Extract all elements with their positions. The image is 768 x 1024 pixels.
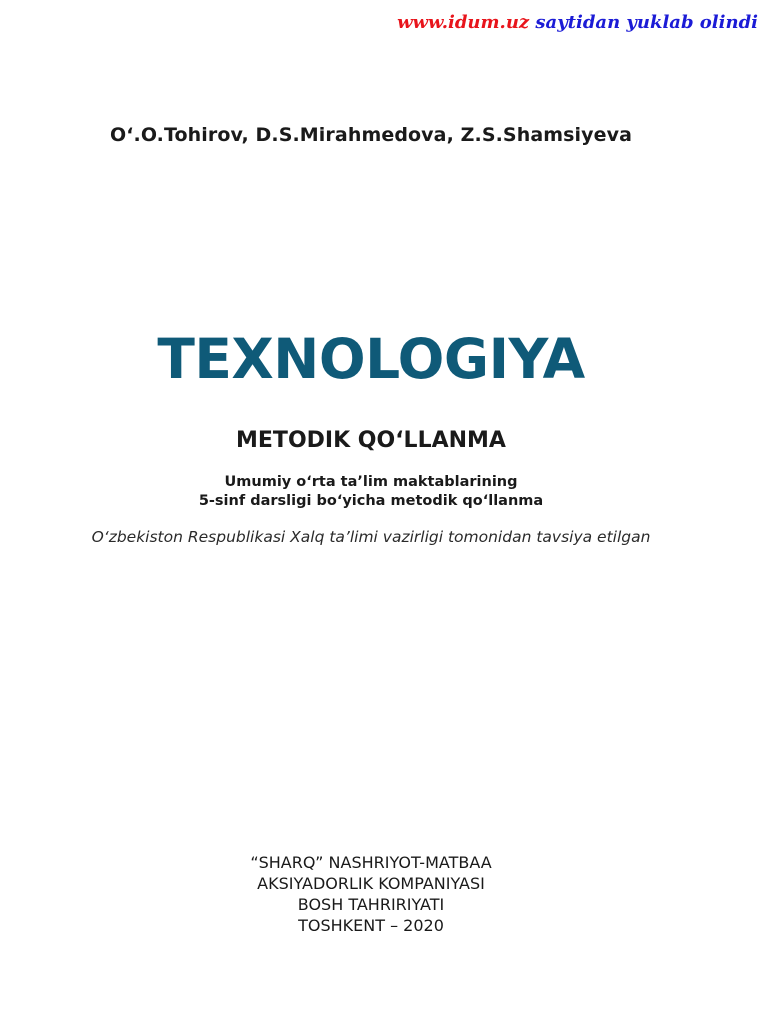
publisher-line-1: “SHARQ” NASHRIYOT-MATBAA <box>250 853 492 872</box>
watermark-site-link[interactable]: www.idum.uz <box>397 12 530 33</box>
watermark-text: saytidan yuklab olindi <box>535 12 758 33</box>
book-description <box>0 473 742 511</box>
book-subtitle: METODIK QO‘LLANMA <box>236 428 506 453</box>
publisher-line-2: AKSIYADORLIK KOMPANIYASI <box>257 874 485 893</box>
publisher-block <box>0 852 742 936</box>
book-title: TEXNOLOGIYA <box>157 327 585 391</box>
authors: O‘.O.Tohirov, D.S.Mirahmedova, Z.S.Shamsiyeva <box>109 124 633 146</box>
publisher-line-3: BOSH TAHRIRIYATI <box>297 895 445 914</box>
publisher-city-year: TOSHKENT – 2020 <box>298 916 444 935</box>
description-line-1: Umumiy o‘rta ta’lim maktablarining <box>224 474 518 490</box>
ministry-recommendation: O‘zbekiston Respublikasi Xalq ta’limi vazirligi tomonidan tavsiya etilgan <box>91 528 651 546</box>
description-line-2: 5-sinf darsligi bo‘yicha metodik qo‘llanma <box>198 493 544 509</box>
watermark <box>397 12 758 33</box>
